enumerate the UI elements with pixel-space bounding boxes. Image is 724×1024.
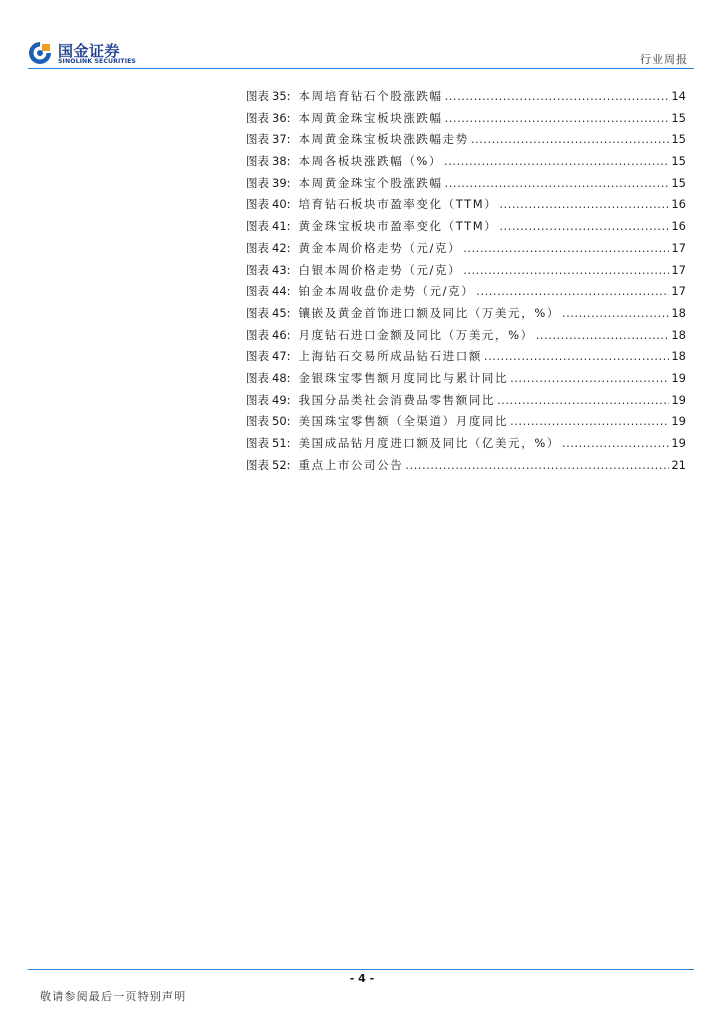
toc-leader bbox=[444, 154, 669, 168]
toc-page: 19 bbox=[671, 370, 686, 385]
disclaimer-note: 敬请参阅最后一页特别声明 bbox=[40, 990, 187, 1003]
toc-number: 36: bbox=[272, 110, 291, 125]
toc-number: 40: bbox=[272, 197, 291, 212]
toc-leader bbox=[463, 241, 669, 255]
toc-label: 图表 bbox=[246, 219, 269, 234]
toc-title: 本周黄金珠宝个股涨跌幅 bbox=[298, 175, 443, 190]
toc-title: 金银珠宝零售额月度同比与累计同比 bbox=[298, 370, 509, 385]
toc-page: 17 bbox=[671, 284, 686, 299]
footer-divider bbox=[28, 969, 694, 970]
logo-english-name: SINOLINK SECURITIES bbox=[58, 58, 136, 65]
toc-page: 18 bbox=[671, 327, 686, 342]
toc-label: 图表 bbox=[246, 392, 269, 407]
toc-title: 月度钻石进口金额及同比（万美元，%） bbox=[298, 327, 534, 342]
toc-label: 图表 bbox=[246, 414, 269, 429]
toc-title: 本周黄金珠宝板块涨跌幅 bbox=[298, 110, 443, 125]
toc-title: 美国珠宝零售额（全渠道）月度同比 bbox=[298, 414, 509, 429]
figure-list bbox=[246, 88, 686, 478]
toc-title: 重点上市公司公告 bbox=[298, 457, 404, 472]
toc-label: 图表 bbox=[246, 436, 269, 450]
toc-entry[interactable] bbox=[246, 196, 686, 218]
toc-entry[interactable] bbox=[246, 327, 686, 349]
toc-label: 图表 bbox=[246, 370, 269, 385]
toc-label: 图表 bbox=[246, 240, 269, 255]
toc-entry[interactable] bbox=[246, 392, 686, 414]
toc-entry[interactable] bbox=[246, 283, 686, 305]
toc-number: 41: bbox=[272, 219, 291, 234]
toc-label: 图表 bbox=[246, 457, 269, 472]
toc-entry[interactable] bbox=[246, 88, 686, 110]
toc-title: 铂金本周收盘价走势（元/克） bbox=[298, 284, 475, 299]
toc-page: 16 bbox=[671, 219, 686, 234]
toc-page: 15 bbox=[671, 154, 686, 169]
toc-leader bbox=[562, 306, 669, 320]
toc-leader bbox=[445, 111, 670, 125]
toc-label: 图表 bbox=[246, 262, 269, 277]
toc-title: 本周各板块涨跌幅（%） bbox=[298, 154, 443, 169]
toc-entry[interactable] bbox=[246, 413, 686, 435]
toc-entry[interactable] bbox=[246, 305, 686, 327]
toc-page: 19 bbox=[671, 392, 686, 407]
toc-number: 44: bbox=[272, 284, 291, 299]
logo-chinese-name: 国金证券 bbox=[58, 42, 121, 60]
toc-number: 39: bbox=[272, 175, 291, 190]
page-header bbox=[0, 0, 724, 70]
toc-entry[interactable] bbox=[246, 131, 686, 153]
toc-label: 图表 bbox=[246, 349, 269, 364]
toc-page: 15 bbox=[671, 110, 686, 125]
toc-title: 上海钻石交易所成品钻石进口额 bbox=[298, 349, 482, 364]
toc-number: 49: bbox=[272, 392, 291, 407]
toc-label: 图表 bbox=[246, 89, 269, 103]
toc-leader bbox=[445, 176, 670, 190]
toc-leader bbox=[405, 458, 669, 472]
toc-number: 51: bbox=[272, 436, 291, 450]
toc-number: 37: bbox=[272, 132, 291, 147]
toc-title: 镶嵌及黄金首饰进口额及同比（万美元，%） bbox=[298, 305, 560, 320]
toc-entry[interactable] bbox=[246, 435, 686, 457]
page-number: - 4 - bbox=[349, 972, 375, 985]
toc-leader bbox=[499, 197, 669, 211]
toc-number: 43: bbox=[272, 262, 291, 277]
toc-number: 46: bbox=[272, 327, 291, 342]
toc-number: 48: bbox=[272, 370, 291, 385]
toc-leader bbox=[499, 219, 669, 233]
toc-label: 图表 bbox=[246, 154, 269, 169]
toc-page: 15 bbox=[671, 132, 686, 147]
toc-label: 图表 bbox=[246, 305, 269, 320]
toc-entry[interactable] bbox=[246, 457, 686, 479]
toc-page: 16 bbox=[671, 197, 686, 212]
toc-title: 培育钻石板块市盈率变化（TTM） bbox=[298, 197, 498, 212]
toc-leader bbox=[510, 414, 669, 428]
toc-entry[interactable] bbox=[246, 262, 686, 284]
report-type-label: 行业周报 bbox=[640, 53, 688, 66]
toc-title: 白银本周价格走势（元/克） bbox=[298, 262, 462, 277]
toc-leader bbox=[476, 284, 669, 298]
toc-number: 52: bbox=[272, 457, 291, 472]
toc-number: 50: bbox=[272, 414, 291, 429]
toc-entry[interactable] bbox=[246, 348, 686, 370]
toc-leader bbox=[484, 349, 669, 363]
toc-entry[interactable] bbox=[246, 110, 686, 132]
toc-number: 45: bbox=[272, 305, 291, 320]
toc-page: 17 bbox=[671, 262, 686, 277]
toc-entry[interactable] bbox=[246, 370, 686, 392]
toc-page: 19 bbox=[671, 436, 686, 450]
toc-leader bbox=[536, 328, 670, 342]
toc-title: 美国成品钻月度进口额及同比（亿美元，%） bbox=[298, 436, 560, 450]
toc-number: 47: bbox=[272, 349, 291, 364]
toc-page: 18 bbox=[671, 349, 686, 364]
toc-label: 图表 bbox=[246, 197, 269, 212]
toc-page: 14 bbox=[671, 89, 686, 103]
toc-label: 图表 bbox=[246, 284, 269, 299]
toc-label: 图表 bbox=[246, 175, 269, 190]
toc-title: 黄金本周价格走势（元/克） bbox=[298, 240, 462, 255]
toc-page: 21 bbox=[671, 457, 686, 472]
toc-page: 17 bbox=[671, 240, 686, 255]
toc-label: 图表 bbox=[246, 110, 269, 125]
company-logo bbox=[28, 40, 158, 68]
toc-entry[interactable] bbox=[246, 175, 686, 197]
toc-title: 我国分品类社会消费品零售额同比 bbox=[298, 392, 496, 407]
toc-leader bbox=[562, 436, 669, 450]
toc-page: 15 bbox=[671, 175, 686, 190]
toc-label: 图表 bbox=[246, 132, 269, 147]
toc-title: 本周黄金珠宝板块涨跌幅走势 bbox=[298, 132, 469, 147]
toc-page: 18 bbox=[671, 305, 686, 320]
toc-leader bbox=[497, 393, 669, 407]
toc-leader bbox=[445, 89, 670, 103]
toc-number: 42: bbox=[272, 240, 291, 255]
toc-number: 35: bbox=[272, 89, 291, 103]
toc-leader bbox=[510, 371, 669, 385]
toc-entry[interactable] bbox=[246, 153, 686, 175]
toc-title: 黄金珠宝板块市盈率变化（TTM） bbox=[298, 219, 498, 234]
toc-title: 本周培育钻石个股涨跌幅 bbox=[298, 89, 443, 103]
toc-leader bbox=[463, 263, 669, 277]
toc-entry[interactable] bbox=[246, 218, 686, 240]
toc-label: 图表 bbox=[246, 327, 269, 342]
toc-leader bbox=[471, 132, 670, 146]
header-divider bbox=[28, 68, 694, 69]
toc-entry[interactable] bbox=[246, 240, 686, 262]
toc-page: 19 bbox=[671, 414, 686, 429]
toc-number: 38: bbox=[272, 154, 291, 169]
sinolink-logo-icon bbox=[28, 40, 52, 66]
